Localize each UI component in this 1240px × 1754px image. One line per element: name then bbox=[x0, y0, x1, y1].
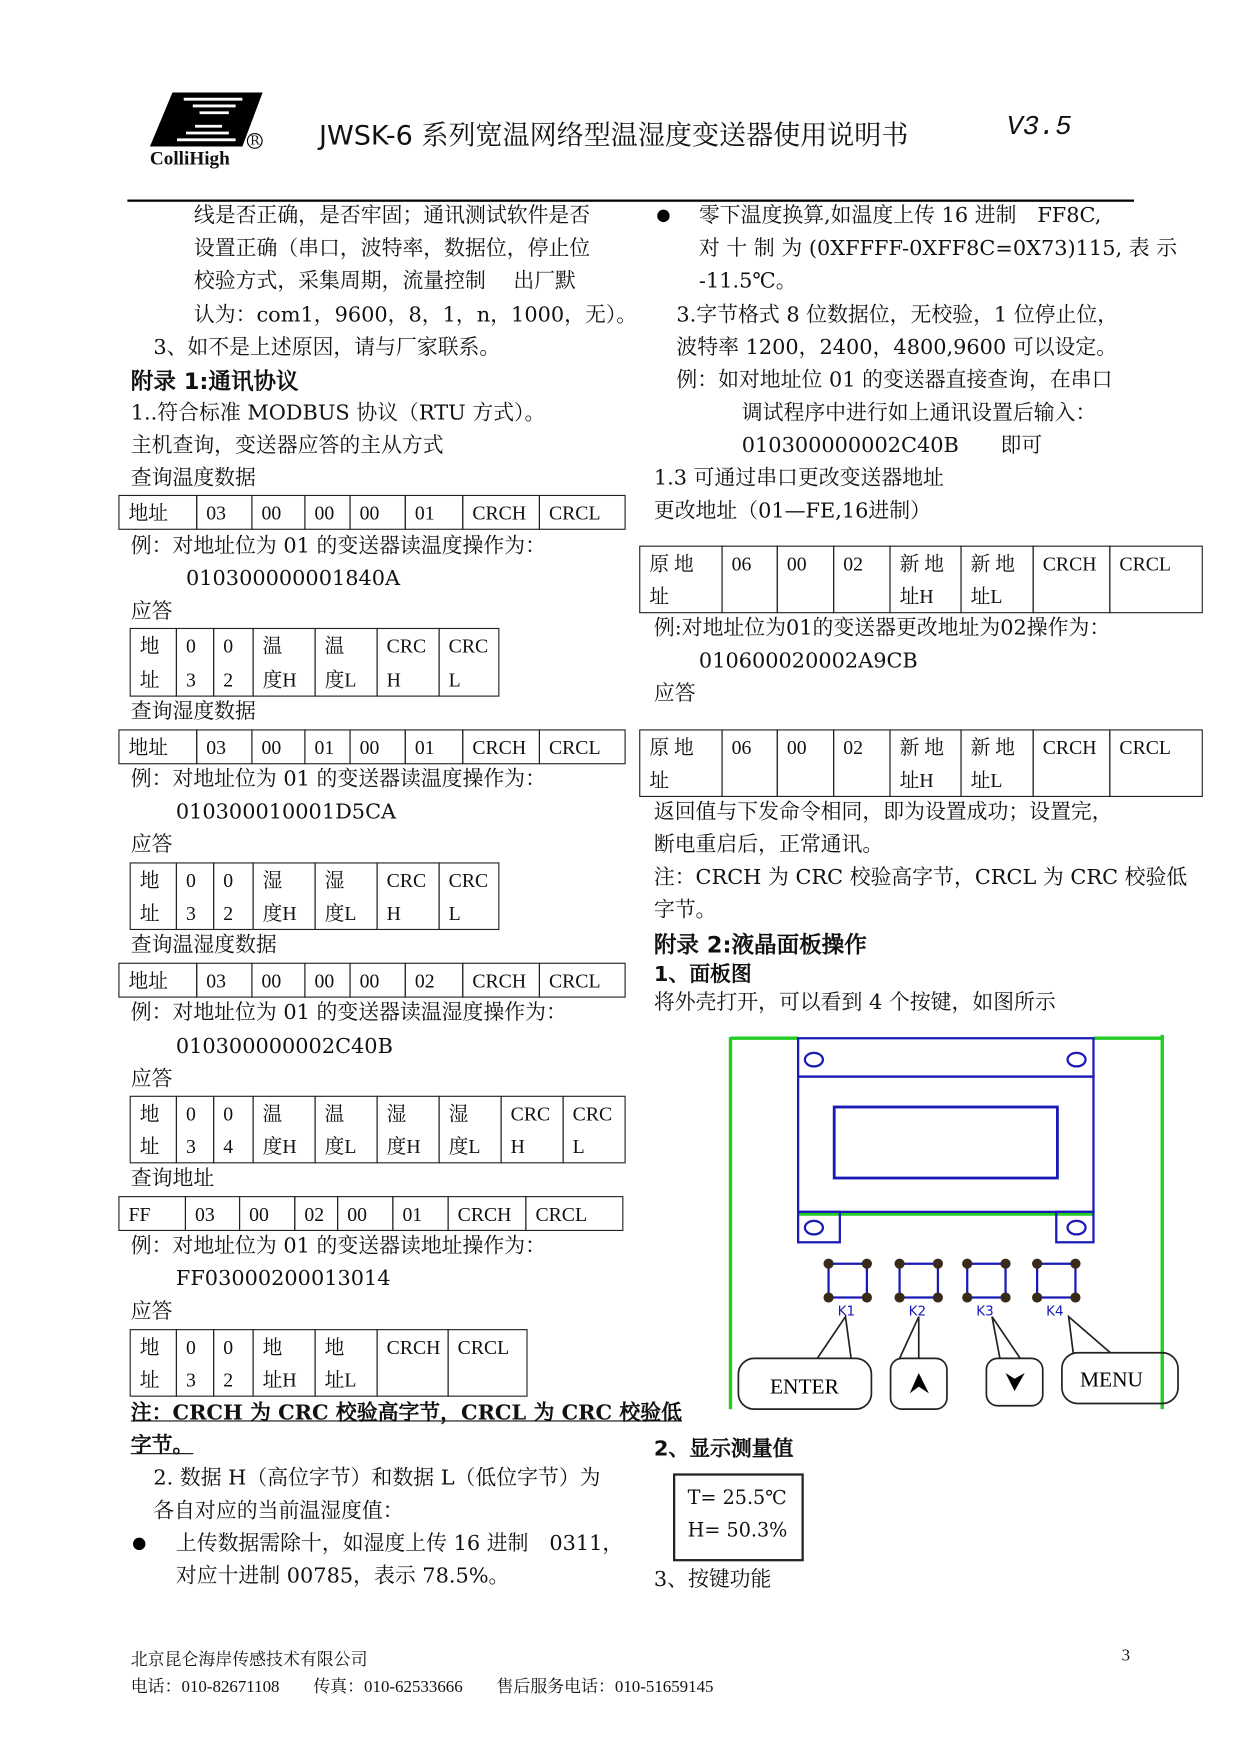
down-arrow-icon bbox=[1006, 1373, 1025, 1391]
table-cell-text: CRC bbox=[386, 868, 427, 892]
table-cell-text: 0 bbox=[223, 634, 234, 658]
table-cell-text: 址 bbox=[139, 902, 160, 925]
text-line-right-ex3: 010300000002C40B 即可 bbox=[741, 434, 1043, 458]
table-cell-text: CRCL bbox=[535, 1202, 588, 1226]
table-cell-text: 址L bbox=[324, 1368, 357, 1392]
text-line-right-s13: 1.3 可通过串口更改变送器地址 bbox=[653, 466, 944, 491]
solder-pad-icon bbox=[823, 1259, 833, 1269]
text-line-right-b-l1: 零下温度换算,如温度上传 16 进制 FF8C, bbox=[698, 204, 1102, 228]
table-cell-text: L bbox=[448, 902, 461, 925]
table-cell-text: 06 bbox=[731, 552, 752, 575]
table-cell-text: 03 bbox=[206, 969, 227, 993]
table-cell-text: 度H bbox=[262, 902, 297, 925]
text-line-right-cmd-chg: 010600020002A9CB bbox=[698, 649, 918, 673]
table-cell-text: 址H bbox=[899, 769, 934, 792]
text-line-right-b-l3: -11.5℃。 bbox=[698, 269, 797, 294]
text-line-right-ex2: 调试程序中进行如上通讯设置后输入： bbox=[741, 401, 1097, 425]
key-label: K2 bbox=[908, 1303, 927, 1320]
text-line-left-resp4: 应答 bbox=[130, 1299, 173, 1324]
table-cell-text: L bbox=[448, 668, 461, 692]
text-line-right-s13b: 更改地址（01—FE,16进制） bbox=[653, 499, 931, 524]
table-cell-text: 原 地 bbox=[649, 735, 694, 759]
table-cell-text: 0 bbox=[186, 1335, 196, 1359]
table-cell-text: 00 bbox=[249, 1202, 269, 1226]
table-cell-text: CRCH bbox=[1042, 735, 1097, 759]
section-heading-right-appendix2: 附录 2:液晶面板操作 bbox=[653, 931, 867, 959]
footer-company: 北京昆仑海岸传感技术有限公司 bbox=[130, 1651, 368, 1670]
table-cell-text: 0 bbox=[186, 1102, 196, 1125]
table-cell-text: L bbox=[572, 1135, 585, 1159]
up-arrow-icon bbox=[910, 1373, 929, 1393]
table-cell-text: CRCH bbox=[472, 736, 527, 759]
table-cell-text: 度L bbox=[448, 1135, 481, 1159]
table-cell-text: 2 bbox=[223, 668, 234, 692]
table-cell-text: 01 bbox=[414, 736, 435, 759]
table-cell-text: CRCL bbox=[548, 501, 601, 525]
solder-pad-icon bbox=[962, 1292, 972, 1302]
solder-pad-icon bbox=[1070, 1259, 1080, 1269]
text-line-right-b-l2: 对 十 制 为 (0XFFFF-0XFF8C=0X73)115, 表 示 bbox=[698, 236, 1178, 261]
solder-pad-icon bbox=[933, 1292, 943, 1302]
text-line-left-note2: 字节。 bbox=[130, 1433, 194, 1458]
table-cell-text: CRCH bbox=[472, 501, 527, 525]
table-cell-text: 地 bbox=[139, 634, 160, 658]
table-cell-text: 度H bbox=[386, 1135, 421, 1159]
table-cell-text: 地址 bbox=[128, 501, 168, 525]
page-number: 3 bbox=[1121, 1646, 1131, 1666]
table-cell-text: 3 bbox=[186, 1135, 196, 1159]
text-line-left-resp2: 应答 bbox=[130, 833, 173, 857]
text-line-left-cmd-hum: 010300010001D5CA bbox=[175, 800, 397, 825]
solder-pad-icon bbox=[1070, 1292, 1080, 1302]
text-line-left-q-th: 查询温湿度数据 bbox=[130, 933, 277, 958]
text-line-right-fmt2: 波特率 1200，2400，4800,9600 可以设定。 bbox=[676, 335, 1118, 360]
table-cell-text: 00 bbox=[786, 552, 807, 575]
table-cell-text: 02 bbox=[843, 735, 863, 759]
text-line-left-resp1: 应答 bbox=[130, 599, 173, 624]
text-line-left-bullet-l2: 对应十进制 00785，表示 78.5%。 bbox=[175, 1564, 510, 1589]
text-line-left-l2: 校验方式，采集周期，流量控制 出厂默 bbox=[193, 269, 576, 294]
text-line-left-ex-hum: 例：对地址位为 01 的变送器读温度操作为： bbox=[130, 767, 546, 792]
section-heading-right-panel-title: 1、面板图 bbox=[653, 962, 752, 987]
table-cell-text: 度L bbox=[324, 1135, 357, 1159]
key-label: K4 bbox=[1046, 1303, 1064, 1320]
table-cell-text: 00 bbox=[261, 501, 282, 525]
text-line-right-note2: 字节。 bbox=[653, 898, 717, 923]
table-cell-text: 00 bbox=[314, 969, 335, 993]
table-cell-text: 4 bbox=[223, 1135, 234, 1159]
table-cell-text: 3 bbox=[186, 902, 196, 925]
table-cell-text: H bbox=[386, 902, 401, 925]
table-cell-text: 地 bbox=[262, 1335, 283, 1359]
text-line-left-data2: 各自对应的当前温湿度值： bbox=[153, 1499, 404, 1523]
text-line-left-cmd-temp: 010300000001840A bbox=[186, 567, 401, 591]
table-cell-text: 0 bbox=[186, 634, 196, 658]
table-cell-text: 湿 bbox=[386, 1102, 407, 1125]
section-heading-left-appendix1: 附录 1:通讯协议 bbox=[130, 367, 299, 395]
table-cell-text: CRCL bbox=[548, 736, 601, 759]
table-cell-text: 湿 bbox=[262, 868, 283, 892]
table-cell-text: 0 bbox=[223, 1335, 234, 1359]
solder-pad-icon bbox=[1000, 1259, 1010, 1269]
section-heading-right-display-title: 2、显示测量值 bbox=[653, 1437, 794, 1461]
table-cell-text: 地 bbox=[139, 868, 160, 892]
document-version: V3.5 bbox=[1006, 112, 1072, 144]
table-cell-text: 址L bbox=[970, 769, 1003, 792]
solder-pad-icon bbox=[862, 1259, 872, 1269]
table-cell-text: 址L bbox=[970, 585, 1003, 608]
table-cell-text: CRCL bbox=[1119, 552, 1171, 575]
table-cell-text: 址 bbox=[649, 585, 670, 608]
text-line-left-q-temp: 查询温度数据 bbox=[130, 466, 256, 491]
key-label: K3 bbox=[976, 1303, 994, 1320]
table-cell-text: 03 bbox=[195, 1202, 215, 1226]
table-cell-text: 地 bbox=[139, 1102, 160, 1125]
table-cell-text: 01 bbox=[314, 736, 335, 759]
table-cell-text: 03 bbox=[206, 501, 227, 525]
table-cell-text: 度H bbox=[262, 668, 297, 692]
registered-mark: R bbox=[247, 133, 263, 149]
table-cell-text: CRCL bbox=[457, 1335, 510, 1359]
table-cell-text: 3 bbox=[186, 1368, 196, 1392]
table-cell-text: 00 bbox=[261, 969, 282, 993]
text-line-left-ex-temp: 例：对地址位为 01 的变送器读温度操作为： bbox=[130, 534, 546, 559]
text-line-left-resp3: 应答 bbox=[130, 1067, 173, 1092]
table-cell-text: 地址 bbox=[128, 969, 168, 993]
table-cell-text: CRCH bbox=[457, 1202, 512, 1226]
table-cell-text: 新 地 bbox=[970, 735, 1015, 759]
table-cell-text: 2 bbox=[223, 1368, 234, 1392]
display-humidity: H= 50.3% bbox=[687, 1519, 788, 1543]
table-cell-text: 原 地 bbox=[649, 552, 694, 575]
table-cell-text: 02 bbox=[414, 969, 435, 993]
table-cell-text: 度H bbox=[262, 1135, 297, 1159]
solder-pad-icon bbox=[1032, 1259, 1042, 1269]
text-line-right-keys-title: 3、按键功能 bbox=[653, 1568, 772, 1592]
footer-contacts: 电话：010-82671108 传真：010-62533666 售后服务电话：010-51659145 bbox=[130, 1678, 714, 1697]
solder-pad-icon bbox=[862, 1292, 872, 1302]
table-cell-text: 湿 bbox=[324, 868, 345, 892]
key-label: K1 bbox=[837, 1303, 856, 1320]
table-cell-text: 01 bbox=[414, 501, 435, 525]
text-line-left-l6: 主机查询，变送器应答的主从方式 bbox=[130, 434, 444, 458]
table-cell-text: 0 bbox=[186, 868, 196, 892]
table-cell-text: CRC bbox=[386, 634, 427, 658]
table-cell-text: 02 bbox=[843, 552, 863, 575]
table-cell-text: 00 bbox=[261, 736, 282, 759]
solder-pad-icon bbox=[962, 1259, 972, 1269]
solder-pad-icon bbox=[895, 1259, 905, 1269]
table-cell-text: 01 bbox=[402, 1202, 423, 1226]
text-line-left-cmd-th: 010300000002C40B bbox=[175, 1034, 393, 1059]
table-cell-text: 06 bbox=[731, 735, 752, 759]
table-cell-text: 址 bbox=[649, 769, 670, 792]
text-line-left-l5: 1..符合标准 MODBUS 协议（RTU 方式）。 bbox=[130, 401, 546, 425]
table-cell-text: 00 bbox=[786, 735, 807, 759]
text-line-right-resp: 应答 bbox=[653, 682, 696, 706]
table-cell-text: 温 bbox=[324, 634, 345, 658]
table-cell-text: 地址 bbox=[128, 736, 168, 759]
text-line-right-ret2: 断电重启后，正常通讯。 bbox=[653, 833, 884, 857]
key-1 bbox=[823, 1259, 871, 1320]
table-cell-text: 00 bbox=[347, 1202, 367, 1226]
table-cell-text: CRCL bbox=[1119, 735, 1171, 759]
table-cell-text: CRCH bbox=[1042, 552, 1097, 575]
table-cell-text: 址 bbox=[139, 668, 160, 692]
text-line-left-l4: 3、如不是上述原因，请与厂家联系。 bbox=[153, 335, 501, 360]
table-cell-text: 址 bbox=[139, 1368, 160, 1392]
table-cell-text: 00 bbox=[359, 736, 380, 759]
text-line-left-ex-addr: 例：对地址位为 01 的变送器读地址操作为： bbox=[130, 1234, 546, 1259]
menu-label: MENU bbox=[1079, 1367, 1143, 1392]
table-cell-text: 址H bbox=[899, 585, 934, 608]
table-cell-text: CRC bbox=[448, 868, 489, 892]
text-line-right-note1: 注：CRCH 为 CRC 校验高字节，CRCL 为 CRC 校验低 bbox=[653, 865, 1188, 890]
table-cell-text: 址 bbox=[139, 1135, 160, 1159]
table-cell-text: 03 bbox=[206, 736, 227, 759]
table-cell-text: 址H bbox=[262, 1368, 297, 1392]
solder-pad-icon bbox=[1032, 1292, 1042, 1302]
text-line-left-ex-th: 例：对地址位为 01 的变送器读温湿度操作为： bbox=[130, 1001, 567, 1025]
table-cell-text: 2 bbox=[223, 902, 234, 925]
table-cell-text: 温 bbox=[262, 634, 283, 658]
text-line-left-l1: 设置正确（串口，波特率，数据位，停止位 bbox=[193, 236, 591, 261]
text-line-left-q-addr: 查询地址 bbox=[130, 1166, 215, 1191]
table-cell-text: CRC bbox=[572, 1102, 613, 1125]
text-line-left-note1: 注：CRCH 为 CRC 校验高字节，CRCL 为 CRC 校验低 bbox=[130, 1401, 682, 1425]
solder-pad-icon bbox=[823, 1292, 833, 1302]
display-temperature: T= 25.5℃ bbox=[687, 1486, 787, 1510]
table-cell-text: 度L bbox=[324, 668, 357, 692]
table-cell-text: 00 bbox=[314, 501, 335, 525]
table-cell-text: 02 bbox=[304, 1202, 325, 1226]
enter-label: ENTER bbox=[769, 1374, 839, 1399]
table-cell-text: H bbox=[386, 668, 401, 692]
table-cell-text: 3 bbox=[186, 668, 196, 692]
solder-pad-icon bbox=[1000, 1292, 1010, 1302]
table-cell-text: FF bbox=[128, 1202, 151, 1226]
table-cell-text: 新 地 bbox=[899, 735, 944, 759]
text-line-left-bullet-l1: 上传数据需除十，如湿度上传 16 进制 0311， bbox=[175, 1532, 624, 1556]
table-cell-text: CRCH bbox=[472, 969, 527, 993]
table-cell-text: 温 bbox=[324, 1102, 345, 1125]
table-cell-text: 湿 bbox=[448, 1102, 469, 1125]
table-cell-text: CRC bbox=[510, 1102, 551, 1125]
table-cell-text: 00 bbox=[359, 501, 380, 525]
table-cell-text: H bbox=[510, 1135, 525, 1159]
table-cell-text: CRCL bbox=[548, 969, 601, 993]
text-line-right-panel-desc: 将外壳打开，可以看到 4 个按键，如图所示 bbox=[653, 990, 1056, 1015]
table-cell-text: CRCH bbox=[386, 1335, 441, 1359]
key-3 bbox=[962, 1259, 1010, 1320]
table-cell-text: 温 bbox=[262, 1102, 283, 1125]
table-cell-text: 新 地 bbox=[899, 552, 944, 575]
table-cell-text: 地 bbox=[139, 1335, 160, 1359]
text-line-left-q-hum: 查询湿度数据 bbox=[130, 700, 256, 724]
table-cell-text: CRC bbox=[448, 634, 489, 658]
table-cell-text: 新 地 bbox=[970, 552, 1015, 575]
text-line-right-ret1: 返回值与下发命令相同，即为设置成功；设置完， bbox=[653, 800, 1113, 825]
table-cell-text: 0 bbox=[223, 868, 234, 892]
table-cell-text: 地 bbox=[324, 1335, 345, 1359]
table-cell-text: 0 bbox=[223, 1102, 234, 1125]
text-line-left-l3: 认为：com1，9600，8，1，n，1000，无）。 bbox=[193, 303, 638, 327]
solder-pad-icon bbox=[933, 1259, 943, 1269]
table-cell-text: 度L bbox=[324, 902, 357, 925]
key-2 bbox=[895, 1259, 943, 1320]
text-line-right-ex1: 例：如对地址位 01 的变送器直接查询，在串口 bbox=[676, 368, 1113, 393]
text-line-left-cmd-addr: FF03000200013014 bbox=[175, 1267, 391, 1291]
document-title: JWSK-6 系列宽温网络型温湿度变送器使用说明书 bbox=[319, 119, 909, 152]
text-line-left-data1: 2. 数据 H（高位字节）和数据 L（低位字节）为 bbox=[153, 1466, 601, 1491]
text-line-right-ex-chg: 例:对地址位为01的变送器更改地址为02操作为： bbox=[653, 616, 1111, 641]
key-4 bbox=[1032, 1259, 1080, 1320]
solder-pad-icon bbox=[895, 1292, 905, 1302]
text-line-right-fmt1: 3.字节格式 8 位数据位，无校验，1 位停止位， bbox=[676, 303, 1119, 327]
brand-name: ColliHigh bbox=[149, 147, 230, 170]
text-line-left-l0: 线是否正确，是否牢固；通讯测试软件是否 bbox=[193, 204, 591, 228]
table-cell-text: 00 bbox=[359, 969, 380, 993]
